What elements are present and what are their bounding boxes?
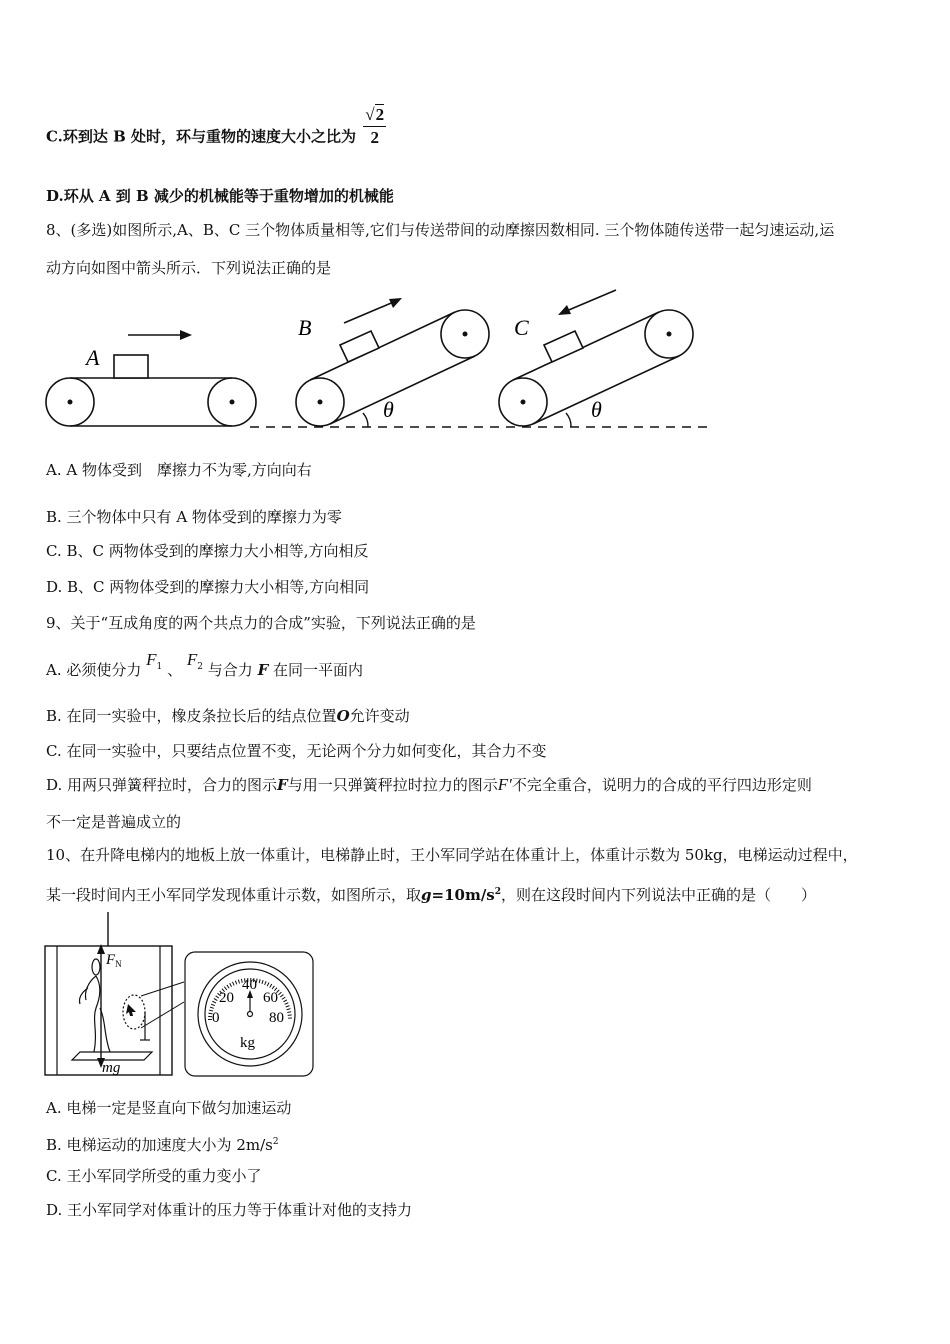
theta-c: θ: [591, 397, 602, 422]
cursor-arrow: [126, 1004, 136, 1016]
q10-elevator-figure: [44, 912, 316, 1078]
q9-stem: 9、关于“互成角度的两个共点力的合成”实验，下列说法正确的是: [46, 614, 476, 632]
tick-20: 20: [219, 990, 234, 1006]
block-b: [340, 331, 379, 362]
q7-option-c: [46, 105, 386, 149]
q8-option-d: D. B、C 两物体受到的摩擦力大小相等,方向相同: [46, 578, 370, 596]
q10-option-a: A. 电梯一定是竖直向下做匀加速运动: [46, 1099, 292, 1117]
fn-label: $F_N$: [106, 952, 122, 969]
tick-0: 0: [212, 1010, 220, 1026]
q9-option-d-line1: D. 用两只弹簧秤拉时，合力的图示F与用一只弹簧秤拉时拉力的图示F′不完全重合，说明力的合成的平行四边形定则: [46, 775, 812, 794]
q10-option-c: C. 王小军同学所受的重力变小了: [46, 1167, 262, 1185]
q7-option-c-fraction: $\frac{√2}{2}$: [365, 105, 385, 147]
q10-option-b: B. 电梯运动的加速度大小为 $2m/s^2$: [46, 1136, 279, 1154]
q9-option-d-line2: 不一定是普遍成立的: [46, 813, 182, 831]
dial-unit: kg: [240, 1035, 255, 1051]
q8-option-a: A. A 物体受到 摩擦力不为零,方向向右: [46, 461, 312, 479]
dial-panel: [185, 952, 313, 1076]
mg-label: mg: [102, 1060, 121, 1076]
conveyor-b: [296, 298, 489, 427]
q8-option-c: C. B、C 两物体受到的摩擦力大小相等,方向相反: [46, 542, 369, 560]
conveyor-c: [499, 290, 693, 427]
q8-stem-line2: 动方向如图中箭头所示．下列说法正确的是: [46, 259, 332, 277]
q10-option-d: D. 王小军同学对体重计的压力等于体重计对他的支持力: [46, 1201, 413, 1219]
scale-platform: [72, 1052, 152, 1060]
arrow-c: [564, 290, 616, 312]
conveyor-a: [46, 330, 256, 426]
block-a: [114, 355, 148, 378]
q10-stem-line1: 10、在升降电梯内的地板上放一体重计，电梯静止时，王小军同学站在体重计上，体重计示数为 50kg，电梯运动过程中，: [46, 846, 858, 864]
label-a: A: [86, 345, 100, 370]
q7-option-c-text: C.环到达 B 处时，环与重物的速度大小之比为: [46, 127, 357, 146]
tick-80: 80: [269, 1010, 284, 1026]
tick-60: 60: [263, 990, 278, 1006]
q9-option-a: A. 必须使分力 $F_1$ 、 $F_2$ 与合力 F 在同一平面内: [46, 650, 364, 679]
block-c: [544, 331, 583, 362]
label-b: B: [298, 315, 312, 340]
q10-stem-line2: 某一段时间内王小军同学发现体重计示数，如图所示，取$g=10m/s^2$，则在这段时间内下列说法中正确的是（ ）: [46, 886, 817, 904]
label-c: C: [514, 315, 529, 340]
q8-stem-line1: 8、(多选)如图所示,A、B、C 三个物体质量相等,它们与传送带间的动摩擦因数相同. 三个物体随传送带一起匀速运动,运: [46, 221, 835, 239]
arrow-b: [344, 301, 396, 323]
q9-option-b: B. 在同一实验中，橡皮条拉长后的结点位置O允许变动: [46, 707, 410, 725]
q9-option-c: C. 在同一实验中，只要结点位置不变，无论两个分力如何变化，其合力不变: [46, 742, 547, 760]
q7-option-d: D.环从 A 到 B 减少的机械能等于重物增加的机械能: [46, 187, 394, 205]
theta-b: θ: [383, 397, 394, 422]
q8-conveyor-figure: [40, 285, 720, 435]
tick-40: 40: [242, 977, 257, 993]
q8-option-b: B. 三个物体中只有 A 物体受到的摩擦力为零: [46, 508, 342, 526]
person: [79, 959, 110, 1052]
